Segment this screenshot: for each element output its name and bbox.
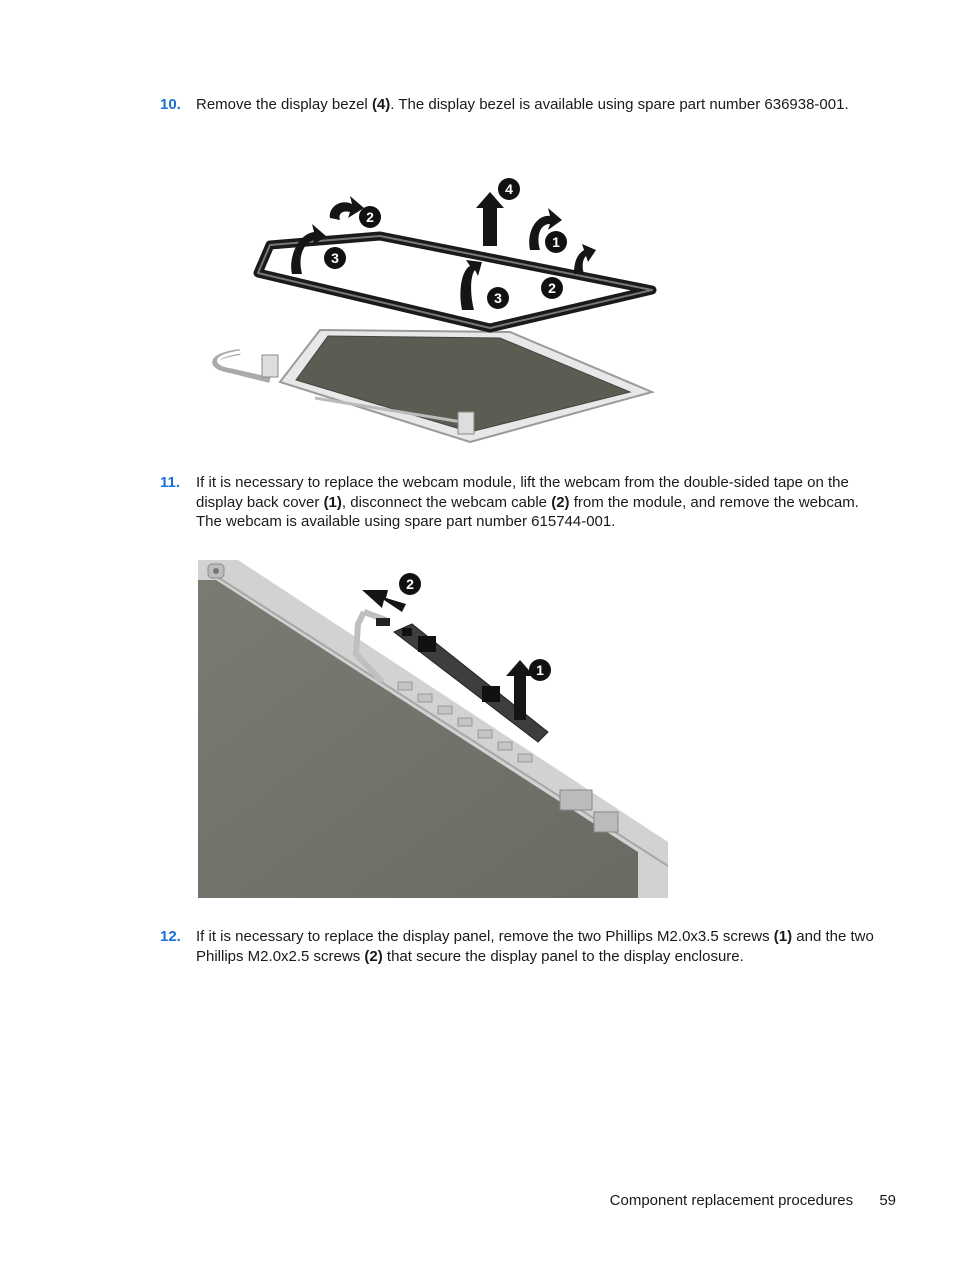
svg-text:2: 2 (548, 280, 556, 296)
svg-text:2: 2 (366, 209, 374, 225)
callout-markers (399, 573, 551, 681)
step-12 (160, 927, 880, 966)
display-enclosure (215, 330, 652, 442)
page-number: 59 (879, 1192, 896, 1209)
svg-text:3: 3 (331, 250, 339, 266)
svg-text:3: 3 (494, 290, 502, 306)
svg-text:2: 2 (406, 576, 414, 592)
display-back-cover (198, 560, 668, 898)
step-number: 10. (160, 96, 181, 113)
step-number: 11. (160, 474, 181, 491)
step-10 (160, 95, 880, 115)
svg-text:4: 4 (505, 181, 513, 197)
step-text: If it is necessary to replace the display panel, remove the two Phillips M2.0x3.5 screws (1) and the two Phillips M2.0x2.5 screws (2) that secure the display panel to the display enclosure. (196, 928, 874, 965)
page-footer (610, 1192, 896, 1209)
footer-section-title: Component replacement procedures (609, 1192, 854, 1209)
step-11 (160, 473, 880, 532)
svg-text:1: 1 (536, 662, 544, 678)
svg-text:1: 1 (552, 234, 560, 250)
step-text: Remove the display bezel (4). The display bezel is available using spare part number 636938-001. (196, 96, 849, 113)
step-number: 12. (160, 928, 181, 945)
bezel-removal-illustration (200, 170, 670, 450)
step-text: If it is necessary to replace the webcam module, lift the webcam from the double-sided tape on the display back cover (1), disconnect the webcam cable (2) from the module, and remove the webcam. The webcam is available using spare part number 615744-001. (196, 474, 859, 530)
webcam-removal-illustration (198, 552, 672, 902)
